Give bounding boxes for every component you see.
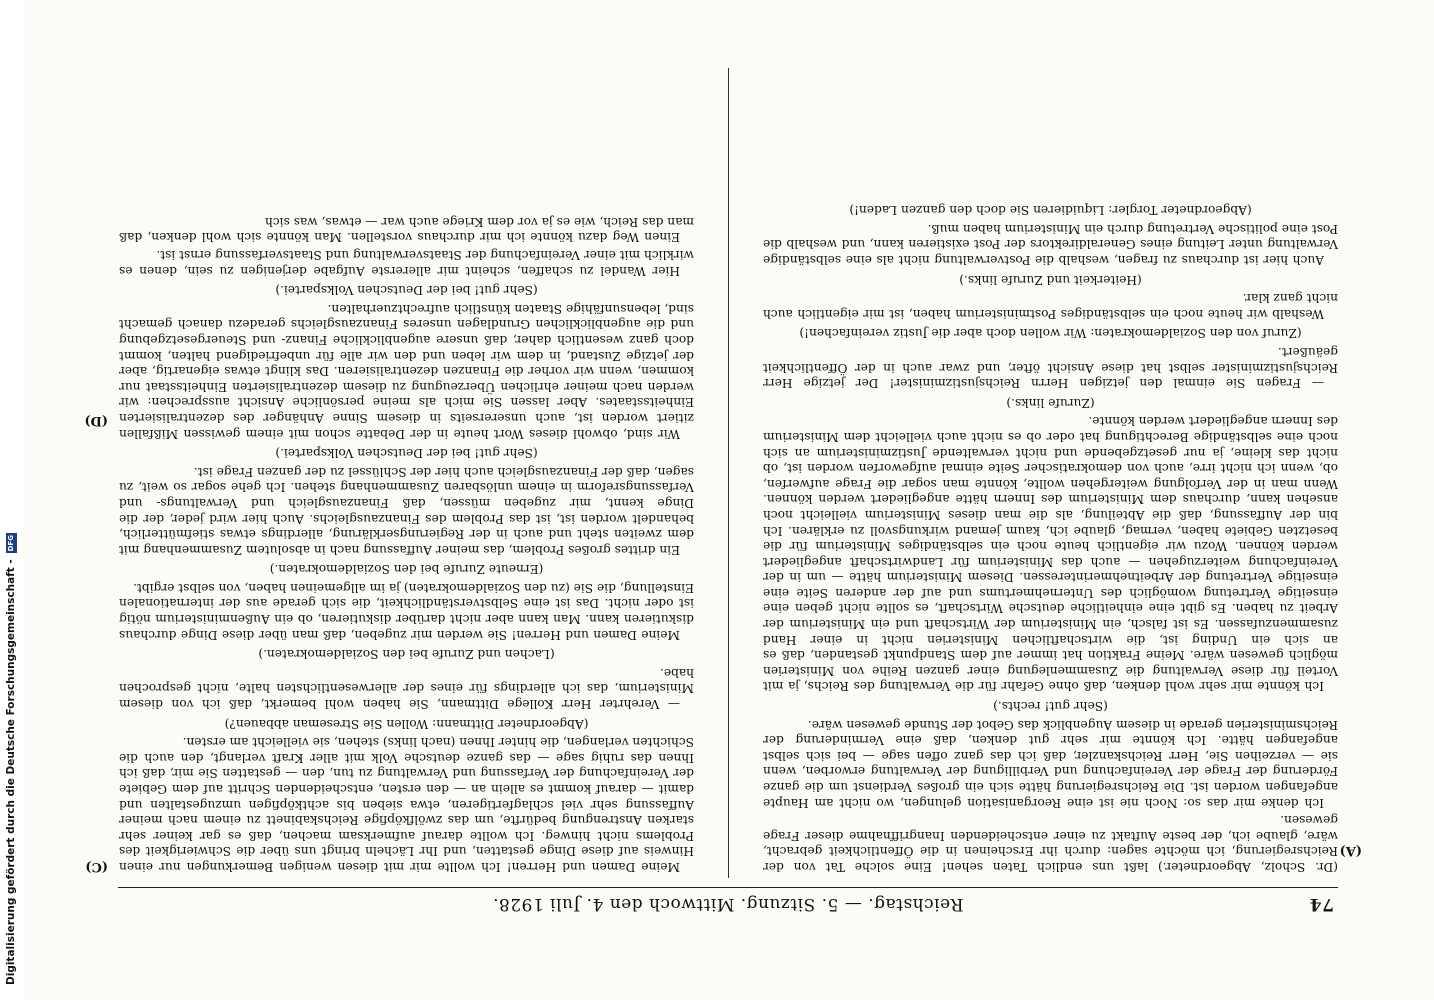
interjection: (Zuruf von den Sozialdemokraten: Wir wollen doch aber die Justiz vereinfachen!) bbox=[799, 326, 1302, 341]
text-column-right bbox=[119, 74, 694, 874]
interjection: (Heiterkeit und Zurufe links.) bbox=[959, 272, 1142, 287]
paragraph: Weshalb wir heute noch ein selbständiges Postministerium haben, ist mir eigentlich auch nicht ganz klar. bbox=[763, 291, 1338, 321]
text-column-left bbox=[763, 74, 1338, 874]
paragraph: (Dr. Scholz, Abgeordneter.) laßt uns endlich Taten sehen! Eine solche Tat von der Reichsregierung, ich möchte sagen: durch ihr Erscheinen in die Öffentlichkeit gebracht, wäre, glaube ich, der beste Auftakt zu einer entscheidenden Inangriffnahme dieser Frage gewesen. bbox=[763, 813, 1338, 874]
paragraph: Ich denke mir das so: Noch nie ist eine Reorganisation gelungen, wo nicht am Haupte angefangen worden ist. Die Reichsregierung hätte sich ein großes Verdienst um die ganze Förderung der Frage der Vereinfachung und Verbilligung der Verwaltung erworben, wenn sie — verzeihen Sie, Herr Reichskanzler, daß ich das ganz offen sage — bei sich selbst angefangen hätte. Ich könnte mir sehr gut denken, daß eine Verminderung der Reichsministerien gerade in diesem Augenblick das Gebot der Stunde gewesen wäre. bbox=[763, 717, 1338, 810]
paragraph: Einen Weg dazu könnte ich mir durchaus vorstellen. Man könnte sich wohl denken, daß man das Reich, wie es ja vor dem Kriege auch war — etwas, was sich bbox=[119, 214, 694, 245]
interjection: (Sehr gut! rechts.) bbox=[993, 699, 1108, 714]
funding-note-text: Digitalisierung gefördert durch die Deutsche Forschungsgemeinschaft - bbox=[5, 559, 17, 985]
margin-marker-d: (D) bbox=[84, 413, 108, 428]
page-number: 74 bbox=[1309, 894, 1334, 914]
paragraph: Meine Damen und Herren! Sie werden mir zugeben, daß man über diese Dinge durchaus diskutieren kann. Man kann aber nicht darüber diskutieren, ob ein Außenministerium nötig ist oder nicht. Das ist eine Selbstverständlichkeit, die sich gerade aus der internationalen Einstellung, die Sie (zu den Sozialdemokraten) ja im allgemeinen haben, von selbst ergibt. bbox=[119, 580, 694, 642]
scanned-page bbox=[24, 0, 1434, 1000]
interjection: (Abgeordneter Dittmann: Wollen Sie Streseman abbauen?) bbox=[224, 716, 589, 731]
paragraph: Meine Damen und Herren! Ich wollte mir mit diesen wenigen Bemerkungen nur einen Hinweis auf diese Dinge gestatten, und Ihr Lächeln bringt uns über die Schwierigkeit des Problems nicht hinweg. Ich wollte darauf aufmerksam machen, daß es gar keiner sehr starken Anstrengung bedürfte, um das zwölfköpfige Reichskabinett zu einem nach meiner Auffassung sehr viel schlagfertigeren, etwa sieben bis achtköpfigen umzugestalten und damit — darauf kommt es allein an — den ersten, entscheidenden Schritt auf dem Gebiete der Vereinfachung der Verfassung und Verwaltung zu tun, den — gestatten Sie mir, daß ich Ihnen das ruhig sage — das ganze deutsche Volk mit aller Kraft verlangt, den auch die Schichten verlangen, die hinter Ihnen (nach links) stehen, sie vielleicht am ersten. bbox=[119, 735, 694, 874]
paragraph: Wir sind, obwohl dieses Wort heute in der Debatte schon mit einem gewissen Mißfallen zitiert worden ist, auch unsererseits in diesem Sinne Anhänger des dezentralisierten Einheitsstaates. Aber lassen Sie mich als meine persönliche Ansicht aussprechen: wir werden nach meiner ehrlichen Überzeugung zu diesem dezentralisierten Einheitsstaat nur kommen, wenn wir vorher die Finanzen dezentralisieren. Das klingt etwas eigenartig, aber der jetzige Zustand, in dem wir leben und den wir alle für unbefriedigend halten, kommt doch ganz wesentlich daher, daß unsere augenblickliche Finanz- und Steuergesetzgebung und die augenblicklichen Grundlagen unseres Finanzausgleichs geradezu danach gemacht sind, lebensunfähige Staaten künstlich aufrechtzuerhalten. bbox=[119, 301, 694, 441]
paragraph: — Fragen Sie einmal den jetzigen Herrn Reichsjustizminister! Der jetzige Herr Reichsjustizminister selbst hat diese Ansicht öfter, und zwar auch in der Öffentlichkeit geäußert. bbox=[763, 345, 1338, 391]
dfg-logo: DFG bbox=[6, 535, 15, 552]
interjection: (Sehr gut! bei der Deutschen Volkspartei.) bbox=[275, 283, 538, 298]
running-title: Reichstag. — 5. Sitzung. Mittwoch den 4. Juli 1928. bbox=[492, 894, 964, 914]
scanned-page-stage bbox=[24, 0, 1434, 1000]
margin-marker-c: (C) bbox=[85, 859, 108, 874]
paragraph: Ein drittes großes Problem, das meiner Auffassung nach in absolutem Zusammenhang mit dem zweiten steht und auch in der Regierungserklärung, allerdings etwas stiefmütterlich, behandelt worden ist, ist das Problem des Finanzausgleichs. Auch hier wird jeder, der die Dinge kennt, mir zugeben müssen, daß Finanzausgleich und Verwaltungs- und Verfassungsreform in einem unlösbaren Zusammenhang stehen. Ich gehe sogar so weit, zu sagen, daß der Finanzausgleich auch hier der Schlüssel zu der ganzen Frage ist. bbox=[119, 464, 694, 557]
paragraph: Auch hier ist durchaus zu fragen, weshalb die Postverwaltung nicht als eine selbständige Verwaltung unter Leitung eines Generaldirektors der Post existieren kann, und weshalb die Post eine politische Vertretung durch ein Ministerium haben muß. bbox=[763, 221, 1338, 268]
paragraph: — Verehrter Herr Kollege Dittmann, Sie haben wohl bemerkt, daß ich von diesem Ministerium, das ich allerdings für eines der allerwesentlichsten halte, nicht gesprochen habe. bbox=[119, 665, 694, 712]
interjection: (Sehr gut! bei der Deutschen Volkspartei.) bbox=[275, 446, 538, 461]
margin-marker-a: (A) bbox=[1339, 843, 1362, 858]
interjection: (Abgeordneter Torgler: Liquidieren Sie doch den ganzen Laden!) bbox=[849, 203, 1252, 218]
paragraph: Hier Wandel zu schaffen, scheint mir allererste Aufgabe derjenigen zu sein, denen es wirklich mit einer Vereinfachung der Staatsverwaltung und Staatsverfassung ernst ist. bbox=[119, 248, 694, 278]
interjection: (Lachen und Zurufe bei den Sozialdemokraten.) bbox=[258, 647, 555, 662]
paragraph: Ich könnte mir sehr wohl denken, daß ohne Gefahr für die Verwaltung des Reichs, ja mit Vorteil für diese Verwaltung die Zusammenlegung einer ganzen Reihe von Ministerien möglich gewesen wäre. Meine Fraktion hat immer auf dem Standpunkt gestanden, daß es an sich ein Unding ist, die wirtschaftlichen Ministerien nicht in einer Hand zusammenzufassen. Es ist falsch, ein Ministerium der Wirtschaft und ein Ministerium der Arbeit zu haben. Es gibt eine einheitliche deutsche Wirtschaft, es sollte nicht geben eine einseitige Vertretung womöglich des Unternehmertums und auf der anderen Seite eine einseitige Vertretung der Arbeitnehmerinteressen. Diesem Ministerium hätte — um in der Vereinfachung weiterzugehen — auch das Ministerium für Landwirtschaft angegliedert werden können. Wozu wir eigentlich heute noch ein selbständiges Ministerium für die besetzten Gebiete haben, vermag, glaube ich, kaum jemand wirkungsvoll zu erklären. Ich bin der Auffassung, daß die Abteilung, als die man dieses Ministerium vielleicht noch ansehen kann, durchaus dem Ministerium des Innern hätte angegliedert werden können. Wenn man in der Verfolgung weitergehen wollte, könnte man sogar die Frage aufwerfen, ob, wenn ich nicht irre, auch von demokratischer Seite einmal aufgeworfen worden ist, ob nicht das kleine, ja nur gesetzgebende und nicht verwaltende Justizministerium an sich noch eine selbständige Berechtigung hat oder ob es nicht auch vielleicht dem Ministerium des Innern angegliedert werden könnte. bbox=[763, 414, 1338, 694]
interjection: (Zurufe links.) bbox=[1006, 395, 1095, 410]
funding-note bbox=[1, 15, 21, 985]
column-divider bbox=[728, 68, 729, 878]
page-header bbox=[118, 887, 1338, 916]
interjection: (Erneute Zurufe bei den Sozialdemokraten.) bbox=[269, 562, 544, 577]
